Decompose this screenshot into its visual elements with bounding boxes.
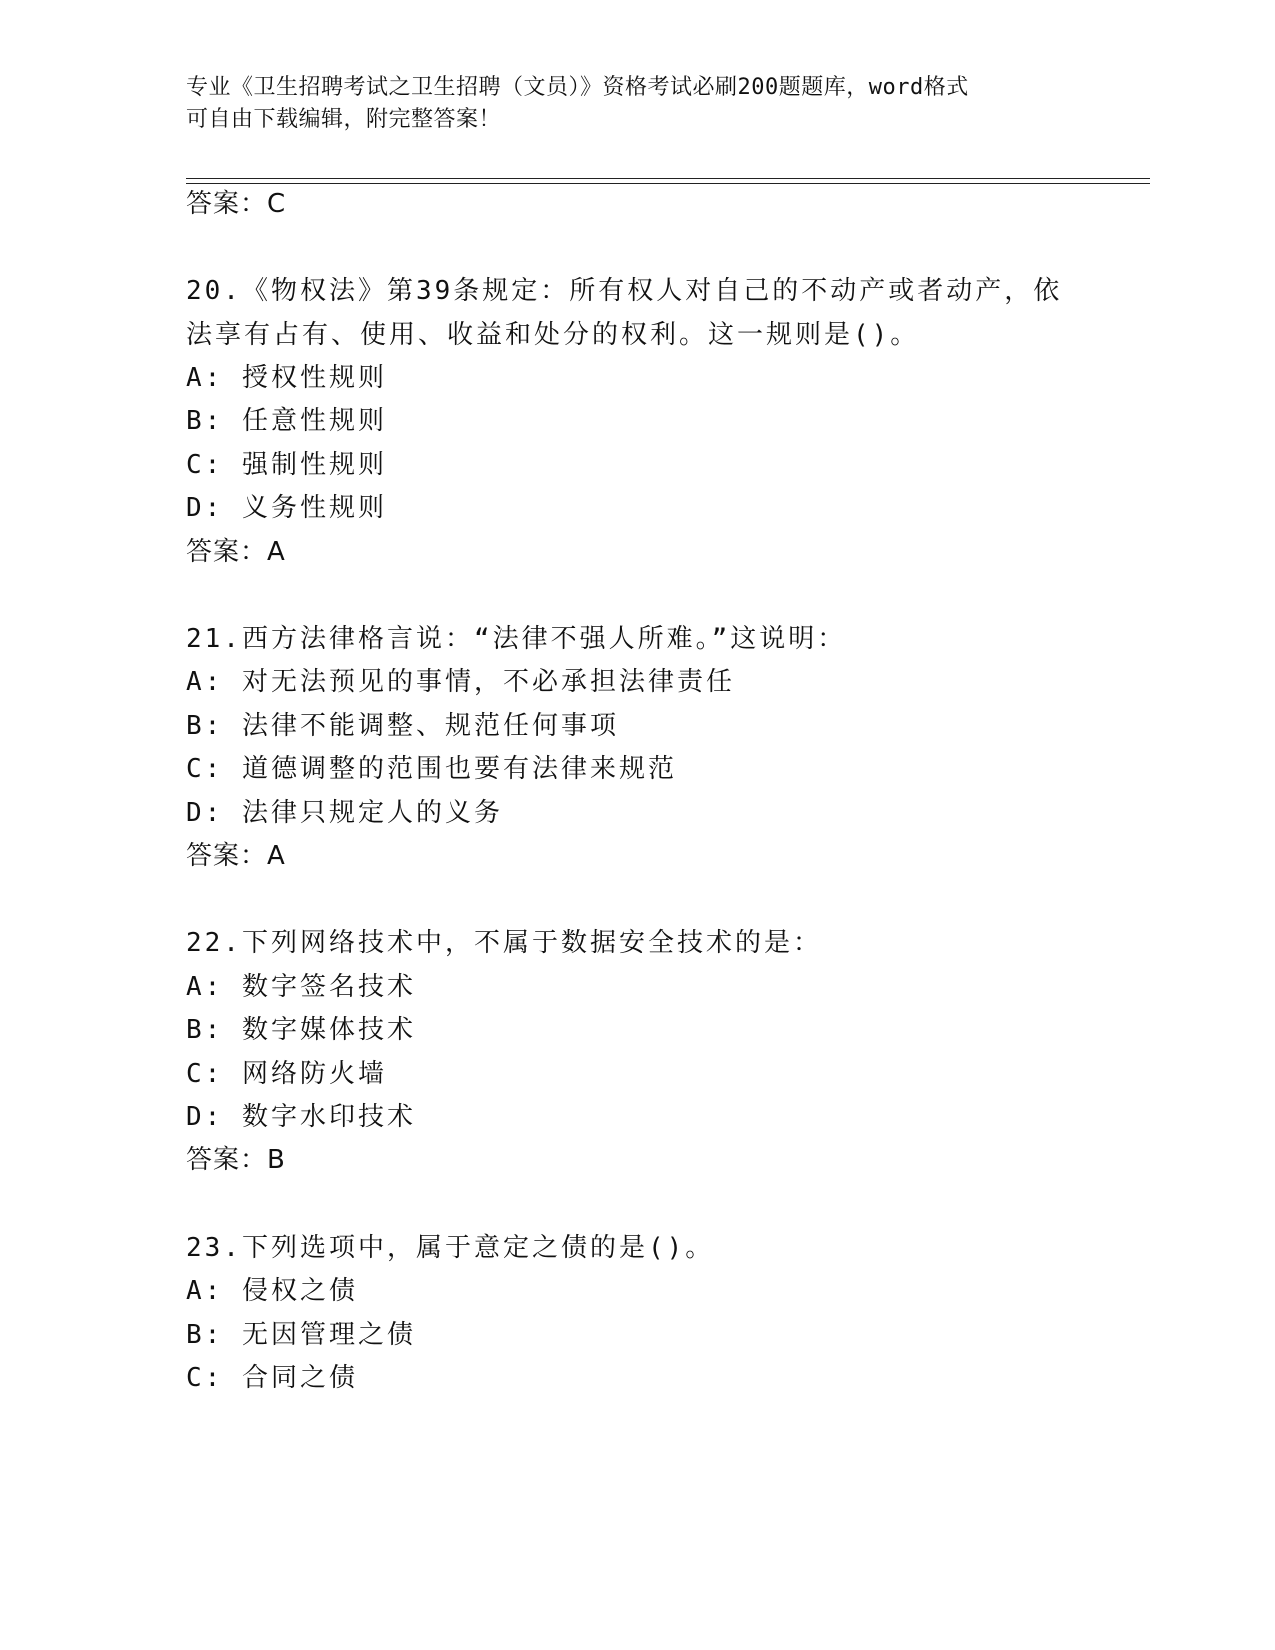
answer-line: 答案：C [186, 189, 287, 219]
question-text: 法享有占有、使用、收益和处分的权利。这一规则是()。 [186, 320, 920, 350]
option-line: D: 义务性规则 [186, 493, 387, 523]
option-line: C: 强制性规则 [186, 450, 387, 480]
header-line-1: 专业《卫生招聘考试之卫生招聘（文员）》资格考试必刷200题题库，word格式 [186, 75, 969, 100]
header-line-2: 可自由下载编辑，附完整答案！ [186, 107, 502, 132]
answer-line: 答案：A [186, 841, 286, 871]
option-line: A: 对无法预见的事情，不必承担法律责任 [186, 667, 735, 697]
header-divider-bottom [186, 183, 1150, 184]
question-text: 22.下列网络技术中，不属于数据安全技术的是： [186, 928, 822, 958]
question-text: 23.下列选项中，属于意定之债的是()。 [186, 1233, 715, 1263]
option-line: C: 合同之债 [186, 1363, 358, 1393]
question-text: 21.西方法律格言说：“法律不强人所难。”这说明： [186, 624, 847, 654]
option-line: B: 任意性规则 [186, 406, 387, 436]
option-line: C: 道德调整的范围也要有法律来规范 [186, 754, 677, 784]
option-line: B: 数字媒体技术 [186, 1015, 416, 1045]
option-line: B: 无因管理之债 [186, 1320, 416, 1350]
option-line: A: 侵权之债 [186, 1276, 358, 1306]
option-line: D: 法律只规定人的义务 [186, 798, 503, 828]
answer-line: 答案：A [186, 537, 286, 567]
answer-line: 答案：B [186, 1145, 286, 1175]
option-line: A: 授权性规则 [186, 363, 387, 393]
question-text: 20.《物权法》第39条规定：所有权人对自己的不动产或者动产，依 [186, 276, 1063, 306]
header-divider-top [186, 178, 1150, 179]
option-line: B: 法律不能调整、规范任何事项 [186, 711, 619, 741]
option-line: A: 数字签名技术 [186, 972, 416, 1002]
option-line: C: 网络防火墙 [186, 1059, 387, 1089]
option-line: D: 数字水印技术 [186, 1102, 416, 1132]
page-header [186, 72, 1066, 136]
